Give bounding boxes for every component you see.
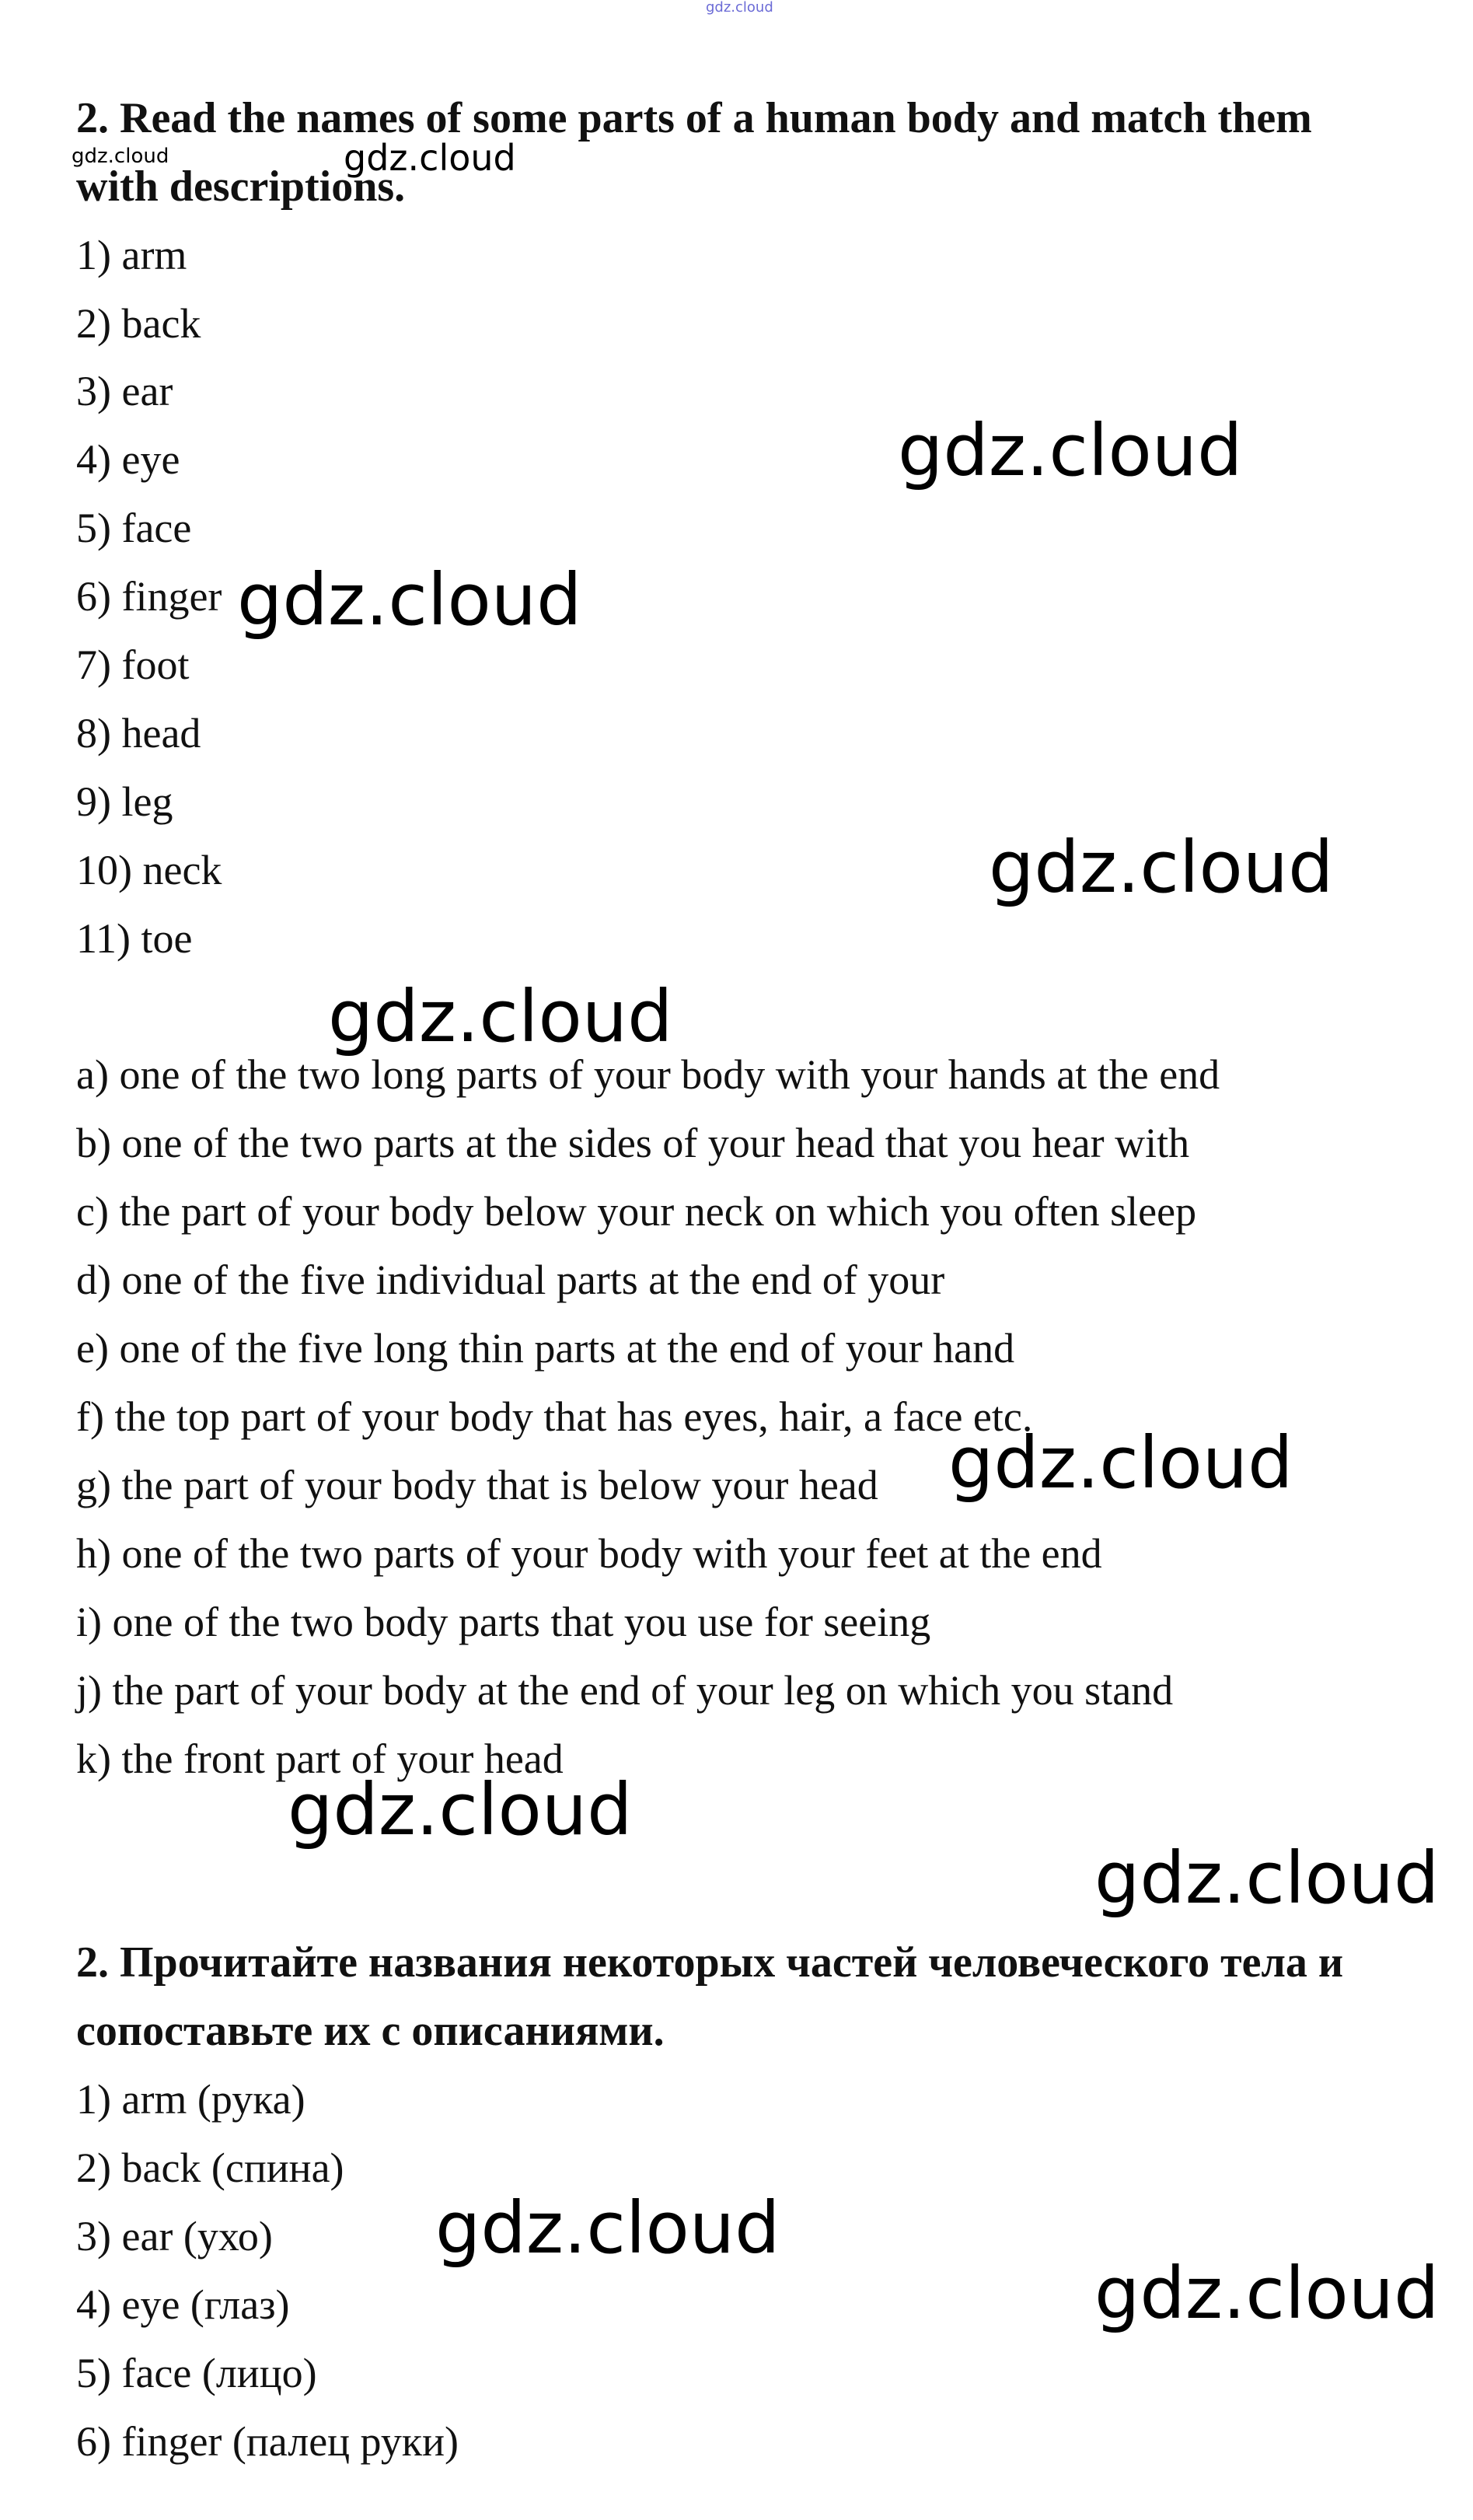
watermark-top: gdz.cloud xyxy=(706,0,773,16)
watermark: gdz.cloud xyxy=(72,145,169,168)
part-item: 2) back xyxy=(76,300,201,347)
description-item: f) the top part of your body that has eyes, hair, a face etc. xyxy=(76,1393,1033,1440)
part-item: 6) finger xyxy=(76,573,222,620)
part-item: 9) leg xyxy=(76,778,173,825)
description-item: a) one of the two long parts of your body with your hands at the end xyxy=(76,1051,1220,1098)
part-item: 1) arm xyxy=(76,232,187,278)
watermark: gdz.cloud xyxy=(1094,1837,1440,1920)
description-item: e) one of the five long thin parts at the end of your hand xyxy=(76,1325,1015,1372)
watermark: gdz.cloud xyxy=(328,975,673,1058)
description-item: j) the part of your body at the end of your leg on which you stand xyxy=(76,1667,1174,1714)
description-item: k) the front part of your head xyxy=(76,1735,564,1782)
watermark: gdz.cloud xyxy=(1094,2252,1440,2335)
russian-part-item: 3) ear (ухо) xyxy=(76,2213,273,2260)
watermark: gdz.cloud xyxy=(948,1421,1293,1505)
watermark: gdz.cloud xyxy=(898,409,1243,492)
description-item: i) one of the two body parts that you use for seeing xyxy=(76,1599,931,1645)
description-item: d) one of the five individual parts at the end of your xyxy=(76,1257,945,1303)
part-item: 11) toe xyxy=(76,915,193,962)
part-item: 8) head xyxy=(76,710,201,757)
part-item: 10) neck xyxy=(76,847,222,893)
description-item: g) the part of your body that is below your head xyxy=(76,1462,878,1508)
part-item: 5) face xyxy=(76,505,192,551)
watermark: gdz.cloud xyxy=(344,137,516,179)
description-item: b) one of the two parts at the sides of your head that you hear with xyxy=(76,1120,1190,1166)
russian-part-item: 5) face (лицо) xyxy=(76,2350,317,2396)
watermark: gdz.cloud xyxy=(435,2186,780,2270)
part-item: 4) eye xyxy=(76,436,180,483)
watermark: gdz.cloud xyxy=(989,826,1334,909)
description-item: h) one of the two parts of your body with your feet at the end xyxy=(76,1530,1102,1577)
russian-part-item: 1) arm (рука) xyxy=(76,2076,305,2123)
russian-heading-line-1: 2. Прочитайте названия некоторых частей человеческого тела и xyxy=(76,1938,1344,1987)
watermark: gdz.cloud xyxy=(237,558,582,641)
watermark: gdz.cloud xyxy=(288,1768,633,1851)
english-heading-line-2: with descriptions. xyxy=(76,163,406,211)
part-item: 3) ear xyxy=(76,368,173,414)
russian-part-item: 2) back (спина) xyxy=(76,2144,344,2191)
english-heading-line-1: 2. Read the names of some parts of a human body and match them xyxy=(76,94,1312,142)
description-item: c) the part of your body below your neck on which you often sleep xyxy=(76,1188,1197,1235)
russian-heading-line-2: сопоставьте их с описаниями. xyxy=(76,2007,665,2055)
russian-part-item: 4) eye (глаз) xyxy=(76,2281,290,2328)
russian-part-item: 6) finger (палец руки) xyxy=(76,2418,459,2465)
part-item: 7) foot xyxy=(76,641,190,688)
